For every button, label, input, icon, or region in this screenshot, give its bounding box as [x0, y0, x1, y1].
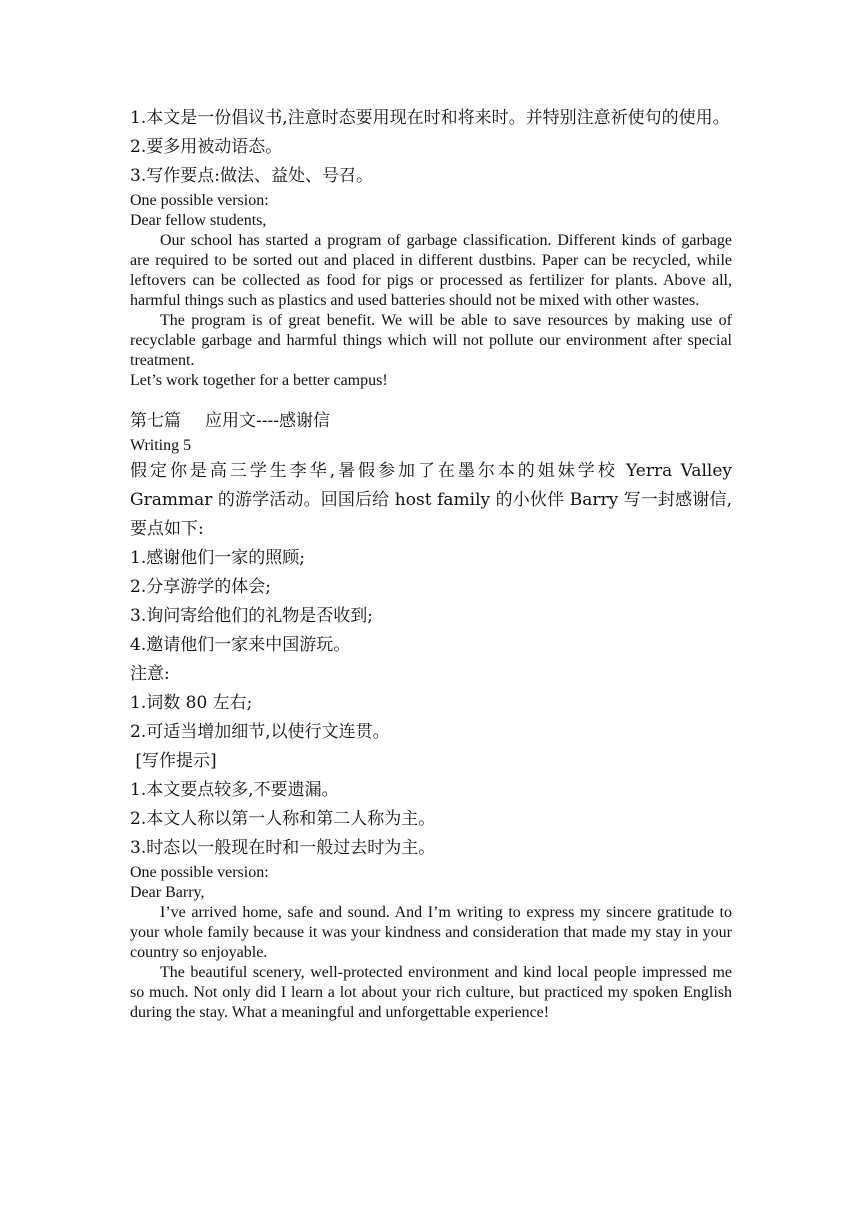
heading-part: 第七篇	[130, 411, 181, 431]
point-item: 1.感谢他们一家的照顾;	[130, 548, 305, 568]
version-label: One possible version:	[130, 192, 269, 209]
writing-prompt: 假定你是高三学生李华,暑假参加了在墨尔本的姐妹学校 Yerra Valley Grammar 的游学活动。回国后给 host family 的小伙伴 Barry 写一封感谢信,要点如下:	[130, 461, 732, 539]
hint-item: 2.本文人称以第一人称和第二人称为主。	[130, 809, 436, 829]
note-item: 1.词数 80 左右;	[130, 693, 253, 713]
letter-greeting: Dear fellow students,	[130, 212, 267, 229]
point-item: 3.询问寄给他们的礼物是否收到;	[130, 606, 373, 626]
section-heading	[130, 407, 732, 435]
letter-paragraph: Our school has started a program of garbage classification. Different kinds of garbage are required to be sorted out and placed in different dustbins. Paper can be recycled, while leftovers can be collected as food for pigs or processed as fertilizer for plants. Above all, harmful things such as plastics and used batteries should not be mixed with other wastes.	[130, 232, 732, 309]
letter-closing: Let’s work together for a better campus!	[130, 372, 388, 389]
version-label: One possible version:	[130, 864, 269, 881]
writing-label: Writing 5	[130, 437, 192, 454]
letter-paragraph: I’ve arrived home, safe and sound. And I’m writing to express my sincere gratitude to your whole family because it was your kindness and consideration that made my stay in your country so enjoyable.	[130, 904, 732, 961]
letter-paragraph: The beautiful scenery, well-protected environment and kind local people impressed me so much. Not only did I learn a lot about your rich culture, but practiced my spoken English during the stay. What a meaningful and unforgettable experience!	[130, 964, 732, 1021]
letter-greeting: Dear Barry,	[130, 884, 205, 901]
letter-paragraph: The program is of great benefit. We will be able to save resources by making use of recyclable garbage and harmful things which will not pollute our environment after special treatment.	[130, 312, 732, 369]
heading-title: 应用文----感谢信	[205, 411, 330, 431]
point-item: 4.邀请他们一家来中国游玩。	[130, 635, 351, 655]
hint-item: 3.时态以一般现在时和一般过去时为主。	[130, 838, 436, 858]
note-label: 注意:	[130, 664, 170, 684]
point-item: 2.分享游学的体会;	[130, 577, 271, 597]
note-item: 2.可适当增加细节,以使行文连贯。	[130, 722, 390, 742]
section-gap	[130, 391, 732, 407]
document-page	[130, 104, 732, 1023]
hint-label: [写作提示]	[130, 751, 217, 771]
tip-3: 3.写作要点:做法、益处、号召。	[130, 166, 373, 186]
tip-2: 2.要多用被动语态。	[130, 137, 283, 157]
tip-1: 1.本文是一份倡议书,注意时态要用现在时和将来时。并特别注意祈使句的使用。	[130, 108, 730, 128]
hint-item: 1.本文要点较多,不要遗漏。	[130, 780, 339, 800]
